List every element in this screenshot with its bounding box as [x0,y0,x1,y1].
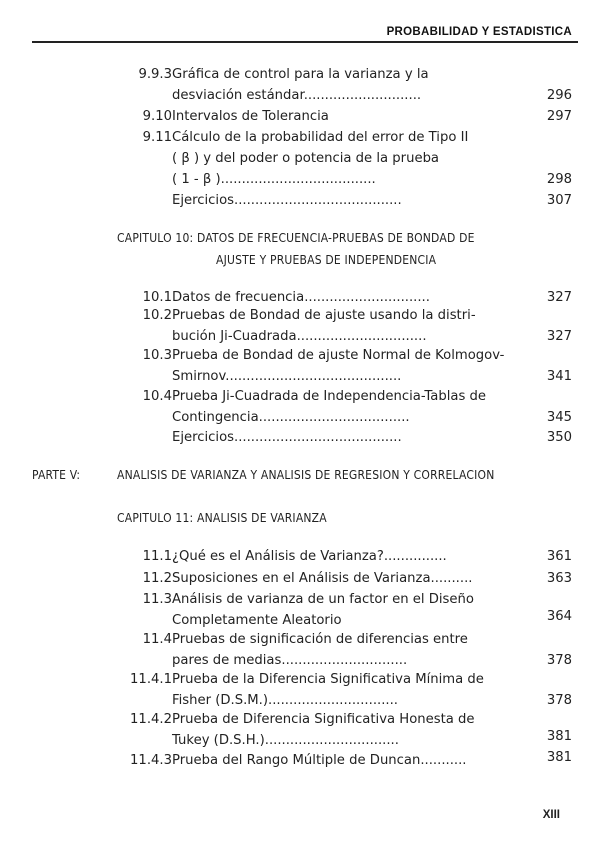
entry-title-line1: Prueba de Bondad de ajuste Normal de Kolmogov- [172,348,505,363]
entry-title-line1: Pruebas de Bondad de ajuste usando la distri- [172,308,476,323]
page-number: XIII [542,809,560,821]
entry-title-line2: pares de medias.............................. [172,653,408,668]
entry-page: 345 [546,410,572,425]
entry-number: 9.9.3 [138,67,172,82]
entry-page: 378 [546,653,572,668]
toc-entry-10-4 [112,386,572,428]
entry-title-line2: Contingencia.................................... [172,410,410,425]
entry-page: 381 [546,750,572,765]
toc-entry-10-3 [112,345,572,387]
running-header: PROBABILIDAD Y ESTADISTICA [386,26,572,38]
entry-number: 11.4 [142,632,172,647]
part-5-label: PARTE V: [32,468,81,482]
entry-title-line1: Pruebas de significación de diferencias entre [172,632,468,647]
entry-title-line1: Prueba Ji-Cuadrada de Independencia-Tablas de [172,389,486,404]
toc-entry-11-1 [112,546,572,567]
entry-title-line2: bución Ji-Cuadrada............................... [172,329,427,344]
entry-title-line3: ( 1 - β )..................................... [172,172,376,187]
entry-page: 297 [546,109,572,124]
toc-entry-11-3 [112,589,572,631]
entry-number: 11.3 [142,592,172,607]
entry-page: 327 [546,290,572,305]
toc-entry-11-4 [112,629,572,671]
entry-title: Datos de frecuencia.............................. [172,290,430,305]
entry-title-line1: Prueba de la Diferencia Significativa Mínima de [172,672,484,687]
entry-title: Ejercicios........................................ [172,193,402,208]
chapter-10-title-line2: AJUSTE Y PRUEBAS DE INDEPENDENCIA [216,253,437,267]
entry-title: Ejercicios........................................ [172,430,402,445]
chapter-11-title: CAPITULO 11: ANALISIS DE VARIANZA [117,511,327,525]
entry-number: 11.4.2 [130,712,172,727]
entry-number: 9.11 [142,130,172,145]
entry-number: 11.4.3 [130,753,172,768]
entry-page: 327 [546,329,572,344]
entry-page: 361 [546,549,572,564]
entry-page: 341 [546,369,572,384]
entry-title-line2: Completamente Aleatorio [172,613,342,628]
toc-entry-exercises-9 [112,190,572,211]
entry-title-line2: Fisher (D.S.M.)............................... [172,693,398,708]
entry-page: 378 [546,693,572,708]
entry-title-line2: ( β ) y del poder o potencia de la prueba [172,151,440,166]
entry-number: 10.4 [142,389,172,404]
part-5-title: ANALISIS DE VARIANZA Y ANALISIS DE REGRESION Y CORRELACION [117,468,495,482]
entry-number: 11.2 [142,571,172,586]
entry-title-line2: Tukey (D.S.H.)................................ [172,733,399,748]
entry-page: 381 [546,729,572,744]
entry-title: Intervalos de Tolerancia [172,109,329,124]
entry-number: 10.3 [142,348,172,363]
entry-number: 10.1 [142,290,172,305]
toc-entry-10-2 [112,305,572,347]
entry-page: 364 [546,609,572,624]
entry-page: 350 [546,430,572,445]
entry-page: 363 [546,571,572,586]
entry-title-line1: Análisis de varianza de un factor en el Diseño [172,592,474,607]
entry-title: ¿Qué es el Análisis de Varianza?............... [172,549,447,564]
entry-title-line1: Cálculo de la probabilidad del error de Tipo II [172,130,469,145]
entry-title-line2: desviación estándar............................ [172,88,422,103]
toc-entry-11-4-1 [112,669,572,711]
entry-number: 11.4.1 [130,672,172,687]
toc-entry-11-2 [112,568,572,589]
entry-number: 10.2 [142,308,172,323]
entry-page: 298 [546,172,572,187]
entry-title-line2: Smirnov.......................................... [172,369,402,384]
toc-entry-9-10 [112,106,572,127]
entry-title-line1: Prueba de Diferencia Significativa Honesta de [172,712,475,727]
header-rule [32,41,578,43]
toc-entry-11-4-3 [112,750,572,771]
entry-number: 11.1 [142,549,172,564]
entry-page: 296 [546,88,572,103]
entry-number: 9.10 [142,109,172,124]
entry-page: 307 [546,193,572,208]
entry-title: Suposiciones en el Análisis de Varianza.......... [172,571,473,586]
toc-entry-11-4-2 [112,709,572,751]
toc-entry-9-11 [112,127,572,190]
entry-title: Prueba del Rango Múltiple de Duncan........... [172,753,467,768]
entry-title-line1: Gráfica de control para la varianza y la [172,67,429,82]
chapter-10-title-line1: CAPITULO 10: DATOS DE FRECUENCIA-PRUEBAS DE BONDAD DE [117,231,475,245]
toc-entry-9-9-3 [112,64,572,106]
toc-entry-exercises-10 [112,427,572,448]
